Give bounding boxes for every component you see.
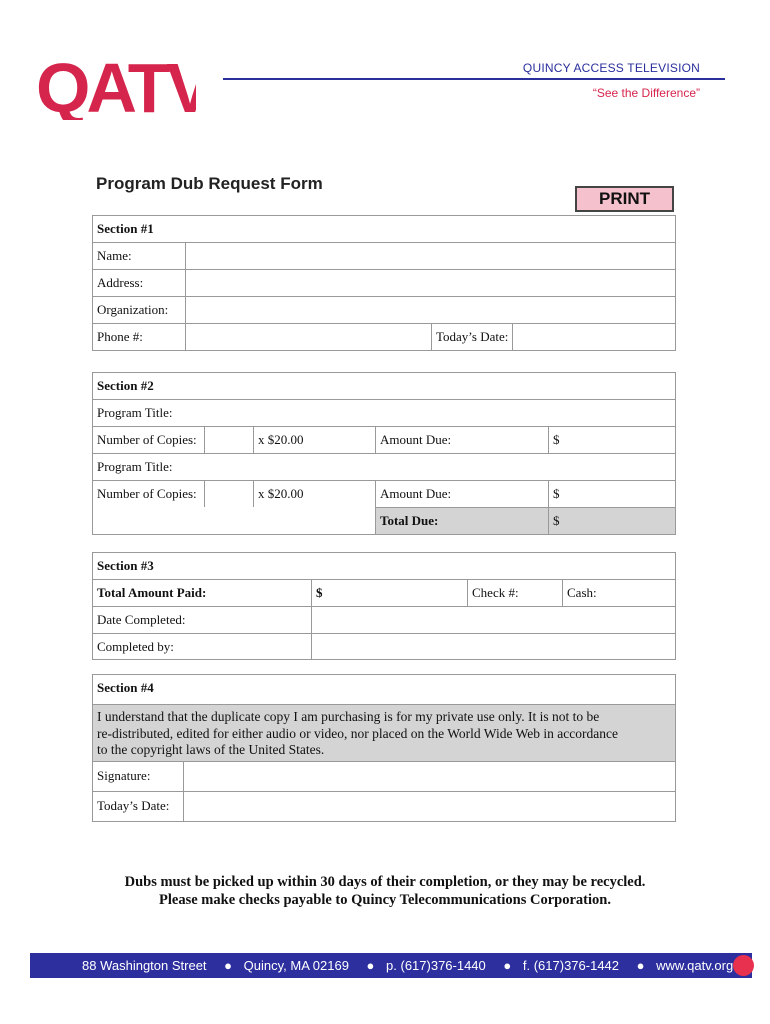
completed-by-label: Completed by: <box>97 639 174 654</box>
section-1-heading: Section #1 <box>97 221 154 236</box>
section-3-heading: Section #3 <box>97 558 154 573</box>
footer-address: 88 Washington Street <box>82 958 207 973</box>
check-label: Check #: <box>472 585 519 600</box>
signature-field[interactable] <box>184 762 674 791</box>
section-4-date-label: Today’s Date: <box>97 798 170 813</box>
copies-field-1[interactable] <box>205 427 253 453</box>
logo-text: QATV <box>36 50 196 120</box>
total-paid-dollar: $ <box>316 585 323 600</box>
copies-field-2[interactable] <box>205 481 253 507</box>
footer-fax: f. (617)376-1442 <box>522 958 620 973</box>
notice-line-2: Please make checks payable to Quincy Telecommunications Corporation. <box>159 892 611 908</box>
date-completed-label: Date Completed: <box>97 612 186 627</box>
phone-label: Phone #: <box>97 329 143 344</box>
amount-due-field-2[interactable] <box>563 481 673 507</box>
statement-line-2: re-distributed, edited for either audio or video, nor placed on the World Wide Web in accordance <box>97 725 618 741</box>
section-2 <box>92 372 676 535</box>
address-field[interactable] <box>185 270 675 296</box>
footer-circle-icon <box>733 955 754 976</box>
price-label: x $20.00 <box>258 432 304 447</box>
date-completed-field[interactable] <box>312 607 674 633</box>
amount-due-dollar: $ <box>553 432 560 447</box>
footer-website[interactable]: www.qatv.org <box>656 958 734 973</box>
name-label: Name: <box>97 248 132 263</box>
section-4 <box>92 674 676 822</box>
price-label-2: x $20.00 <box>258 486 304 501</box>
amount-due-label-2: Amount Due: <box>380 486 452 501</box>
completed-by-field[interactable] <box>312 634 674 659</box>
check-field[interactable] <box>523 580 563 606</box>
section-4-date-field[interactable] <box>184 792 674 821</box>
section-2-heading: Section #2 <box>97 378 154 393</box>
footer-bullet-icon: ● <box>636 958 645 973</box>
qatv-logo <box>36 50 196 120</box>
statement-box <box>93 705 675 761</box>
cash-label: Cash: <box>567 585 597 600</box>
pickup-notice <box>80 873 690 909</box>
cash-field[interactable] <box>603 580 673 606</box>
total-paid-field[interactable] <box>326 580 466 606</box>
footer-phone: p. (617)376-1440 <box>386 958 486 973</box>
footer-bar <box>30 953 752 978</box>
footer-bullet-icon: ● <box>503 958 512 973</box>
address-label: Address: <box>97 275 144 290</box>
total-due-dollar: $ <box>553 513 560 528</box>
section-1-date-field[interactable] <box>513 324 675 350</box>
total-paid-label: Total Amount Paid: <box>97 585 207 600</box>
section-1 <box>92 215 676 351</box>
statement-line-3: to the copyright laws of the United States. <box>97 742 325 757</box>
footer-bullet-icon: ● <box>224 958 233 973</box>
total-due-label: Total Due: <box>380 513 439 528</box>
signature-label: Signature: <box>97 768 151 783</box>
total-due-field[interactable] <box>563 508 673 534</box>
name-field[interactable] <box>185 243 675 269</box>
copies-label: Number of Copies: <box>97 432 197 447</box>
form-title: Program Dub Request Form <box>96 174 323 193</box>
organization-label: Organization: <box>97 302 169 317</box>
section-3 <box>92 552 676 660</box>
tagline: “See the Difference” <box>592 86 700 100</box>
organization-field[interactable] <box>185 297 675 323</box>
copies-label-2: Number of Copies: <box>97 486 197 501</box>
print-button[interactable]: PRINT <box>575 186 674 212</box>
section-4-heading: Section #4 <box>97 680 154 695</box>
footer-bullet-icon: ● <box>366 958 375 973</box>
amount-due-field-1[interactable] <box>563 427 673 453</box>
section-1-date-label: Today’s Date: <box>436 329 509 344</box>
amount-due-dollar-2: $ <box>553 486 560 501</box>
program-title-label-2: Program Title: <box>97 459 173 474</box>
program-title-field-2[interactable] <box>173 454 673 480</box>
statement-line-1: I understand that the duplicate copy I am purchasing is for my private use only. It is not to be <box>97 709 600 724</box>
footer-city: Quincy, MA 02169 <box>243 958 349 973</box>
program-title-field-1[interactable] <box>173 400 673 426</box>
amount-due-label: Amount Due: <box>380 432 452 447</box>
org-name: QUINCY ACCESS TELEVISION <box>522 61 700 75</box>
program-title-label: Program Title: <box>97 405 173 420</box>
header-divider <box>223 78 725 80</box>
phone-field[interactable] <box>185 324 431 350</box>
notice-line-1: Dubs must be picked up within 30 days of their completion, or they may be recycled. <box>124 874 646 890</box>
